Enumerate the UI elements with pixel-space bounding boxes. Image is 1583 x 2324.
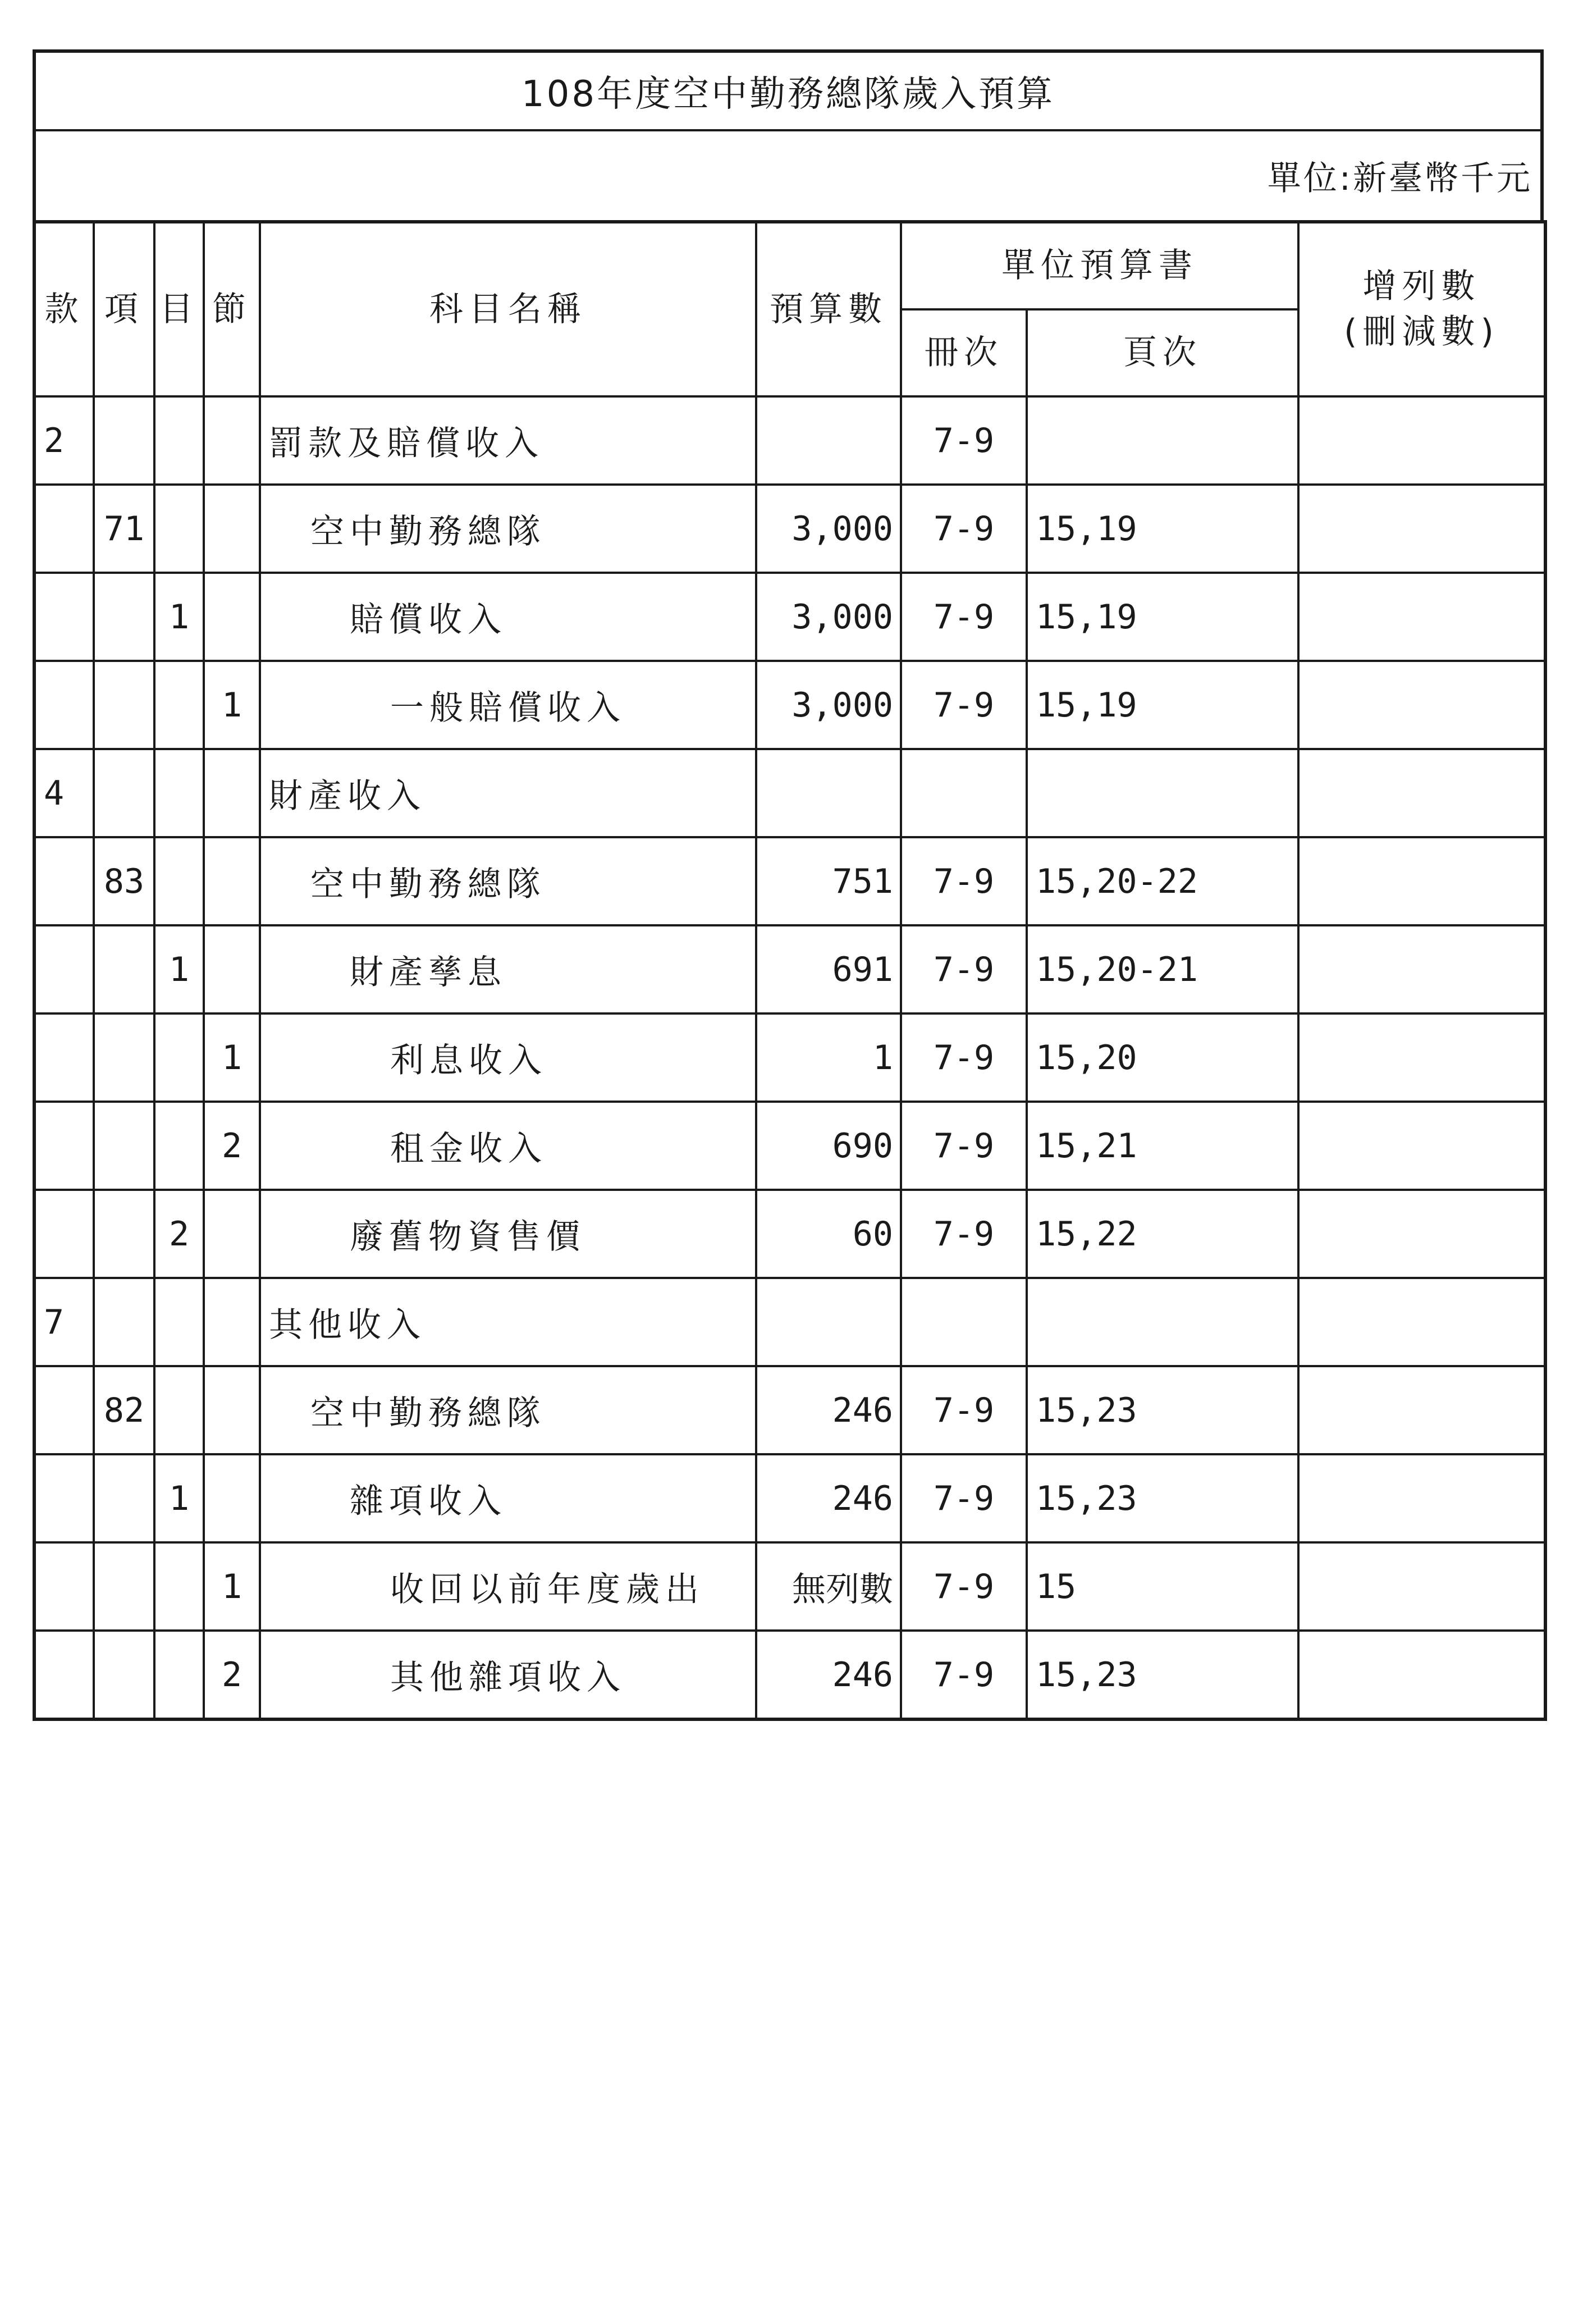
cell-jie: [204, 1278, 260, 1366]
cell-change: [1298, 1278, 1545, 1366]
cell-item-name: 罰款及賠償收入: [260, 396, 756, 485]
cell-budget: 690: [756, 1102, 901, 1190]
cell-page: 15,22: [1027, 1190, 1298, 1278]
table-row: [34, 925, 1545, 1013]
cell-xiang: 83: [94, 837, 154, 925]
cell-xiang: 71: [94, 485, 154, 573]
cell-page: 15,20-22: [1027, 837, 1298, 925]
cell-jie: [204, 837, 260, 925]
header-increase-line1: 增列數: [1362, 267, 1481, 306]
cell-change: [1298, 485, 1545, 573]
cell-jie: [204, 749, 260, 837]
cell-page: 15,23: [1027, 1631, 1298, 1719]
cell-volume: 7-9: [901, 661, 1027, 749]
cell-kuan: [34, 1454, 94, 1542]
table-row: [34, 1013, 1545, 1102]
cell-jie: [204, 1190, 260, 1278]
cell-item-name: 租金收入: [260, 1102, 756, 1190]
cell-item-name: 空中勤務總隊: [260, 485, 756, 573]
cell-kuan: [34, 1631, 94, 1719]
cell-kuan: [34, 661, 94, 749]
cell-budget: [756, 1278, 901, 1366]
cell-mu: 1: [154, 1454, 204, 1542]
header-jie: 節: [204, 222, 260, 396]
cell-budget: 246: [756, 1366, 901, 1454]
cell-jie: 1: [204, 1013, 260, 1102]
cell-kuan: 7: [34, 1278, 94, 1366]
header-volume: 冊次: [901, 309, 1027, 396]
table-row: [34, 1366, 1545, 1454]
cell-budget: 3,000: [756, 661, 901, 749]
cell-xiang: [94, 661, 154, 749]
table-row: [34, 837, 1545, 925]
cell-page: 15,21: [1027, 1102, 1298, 1190]
cell-kuan: [34, 925, 94, 1013]
cell-xiang: [94, 925, 154, 1013]
cell-mu: [154, 837, 204, 925]
cell-change: [1298, 396, 1545, 485]
cell-page: 15,20: [1027, 1013, 1298, 1102]
cell-change: [1298, 1542, 1545, 1631]
header-increase: [1298, 222, 1545, 396]
cell-item-name: 賠償收入: [260, 573, 756, 661]
cell-volume: [901, 749, 1027, 837]
cell-budget: 60: [756, 1190, 901, 1278]
cell-budget: 246: [756, 1454, 901, 1542]
cell-mu: 1: [154, 573, 204, 661]
cell-page: 15,19: [1027, 661, 1298, 749]
table-row: [34, 1102, 1545, 1190]
cell-item-name: 空中勤務總隊: [260, 837, 756, 925]
table-row: [34, 1278, 1545, 1366]
cell-volume: 7-9: [901, 837, 1027, 925]
header-budget: 預算數: [756, 222, 901, 396]
cell-volume: 7-9: [901, 1102, 1027, 1190]
cell-kuan: [34, 1013, 94, 1102]
cell-page: 15,23: [1027, 1366, 1298, 1454]
cell-change: [1298, 1013, 1545, 1102]
cell-item-name: 收回以前年度歲出: [260, 1542, 756, 1631]
cell-change: [1298, 1631, 1545, 1719]
cell-mu: [154, 1102, 204, 1190]
cell-xiang: [94, 749, 154, 837]
page-title: 108年度空中勤務總隊歲入預算: [33, 49, 1544, 131]
cell-volume: 7-9: [901, 1631, 1027, 1719]
cell-budget: 751: [756, 837, 901, 925]
cell-kuan: 2: [34, 396, 94, 485]
cell-volume: 7-9: [901, 1013, 1027, 1102]
cell-jie: [204, 1454, 260, 1542]
cell-jie: [204, 925, 260, 1013]
cell-item-name: 利息收入: [260, 1013, 756, 1102]
cell-change: [1298, 749, 1545, 837]
cell-mu: [154, 1013, 204, 1102]
cell-xiang: [94, 396, 154, 485]
cell-xiang: [94, 1190, 154, 1278]
cell-mu: [154, 1366, 204, 1454]
cell-item-name: 一般賠償收入: [260, 661, 756, 749]
header-increase-line2: (刪減數): [1344, 312, 1499, 351]
cell-kuan: 4: [34, 749, 94, 837]
budget-sheet: [33, 49, 1544, 1721]
cell-kuan: [34, 1542, 94, 1631]
cell-item-name: 空中勤務總隊: [260, 1366, 756, 1454]
cell-jie: [204, 1366, 260, 1454]
table-row: [34, 1454, 1545, 1542]
cell-item-name: 廢舊物資售價: [260, 1190, 756, 1278]
cell-budget: 3,000: [756, 485, 901, 573]
table-row: [34, 573, 1545, 661]
cell-kuan: [34, 1366, 94, 1454]
cell-item-name: 財產孳息: [260, 925, 756, 1013]
cell-kuan: [34, 485, 94, 573]
cell-page: 15,19: [1027, 485, 1298, 573]
cell-change: [1298, 1190, 1545, 1278]
cell-jie: 2: [204, 1102, 260, 1190]
cell-volume: 7-9: [901, 1366, 1027, 1454]
cell-mu: [154, 1631, 204, 1719]
cell-mu: [154, 749, 204, 837]
cell-jie: [204, 485, 260, 573]
cell-volume: 7-9: [901, 1542, 1027, 1631]
cell-mu: [154, 1278, 204, 1366]
cell-xiang: [94, 1631, 154, 1719]
cell-page: [1027, 749, 1298, 837]
cell-kuan: [34, 1190, 94, 1278]
cell-jie: [204, 396, 260, 485]
header-page: 頁次: [1027, 309, 1298, 396]
table-row: [34, 1542, 1545, 1631]
cell-change: [1298, 573, 1545, 661]
cell-item-name: 財產收入: [260, 749, 756, 837]
table-row: [34, 661, 1545, 749]
cell-kuan: [34, 837, 94, 925]
cell-jie: 1: [204, 661, 260, 749]
cell-jie: 2: [204, 1631, 260, 1719]
cell-xiang: [94, 1278, 154, 1366]
cell-budget: [756, 749, 901, 837]
cell-item-name: 其他收入: [260, 1278, 756, 1366]
cell-change: [1298, 1454, 1545, 1542]
cell-mu: [154, 396, 204, 485]
cell-xiang: [94, 1454, 154, 1542]
table-row: [34, 749, 1545, 837]
cell-item-name: 雜項收入: [260, 1454, 756, 1542]
cell-mu: 1: [154, 925, 204, 1013]
cell-xiang: [94, 1102, 154, 1190]
cell-volume: 7-9: [901, 1190, 1027, 1278]
cell-page: 15: [1027, 1542, 1298, 1631]
table-row: [34, 1631, 1545, 1719]
cell-item-name: 其他雜項收入: [260, 1631, 756, 1719]
cell-xiang: [94, 1542, 154, 1631]
cell-budget: 691: [756, 925, 901, 1013]
table-body: [34, 396, 1545, 1719]
cell-budget: 1: [756, 1013, 901, 1102]
header-budget-book: 單位預算書: [901, 222, 1298, 309]
cell-volume: 7-9: [901, 925, 1027, 1013]
cell-volume: 7-9: [901, 485, 1027, 573]
cell-jie: [204, 573, 260, 661]
cell-change: [1298, 925, 1545, 1013]
cell-mu: [154, 1542, 204, 1631]
cell-mu: [154, 485, 204, 573]
cell-page: 15,23: [1027, 1454, 1298, 1542]
unit-label: 單位:新臺幣千元: [33, 131, 1544, 220]
header-kuan: 款: [34, 222, 94, 396]
table-row: [34, 1190, 1545, 1278]
cell-volume: 7-9: [901, 1454, 1027, 1542]
header-row-top: [34, 222, 1545, 309]
cell-xiang: [94, 1013, 154, 1102]
cell-change: [1298, 1366, 1545, 1454]
cell-mu: [154, 661, 204, 749]
header-xiang: 項: [94, 222, 154, 396]
header-mu: 目: [154, 222, 204, 396]
cell-xiang: 82: [94, 1366, 154, 1454]
cell-budget: 3,000: [756, 573, 901, 661]
cell-kuan: [34, 573, 94, 661]
cell-volume: 7-9: [901, 396, 1027, 485]
cell-volume: [901, 1278, 1027, 1366]
cell-jie: 1: [204, 1542, 260, 1631]
cell-kuan: [34, 1102, 94, 1190]
cell-budget: [756, 396, 901, 485]
cell-page: [1027, 1278, 1298, 1366]
cell-change: [1298, 837, 1545, 925]
cell-xiang: [94, 573, 154, 661]
table-row: [34, 396, 1545, 485]
cell-mu: 2: [154, 1190, 204, 1278]
cell-change: [1298, 661, 1545, 749]
cell-page: [1027, 396, 1298, 485]
cell-budget: 246: [756, 1631, 901, 1719]
cell-change: [1298, 1102, 1545, 1190]
budget-table: [33, 220, 1547, 1721]
cell-budget: 無列數: [756, 1542, 901, 1631]
cell-page: 15,20-21: [1027, 925, 1298, 1013]
cell-volume: 7-9: [901, 573, 1027, 661]
header-item-name: 科目名稱: [260, 222, 756, 396]
table-row: [34, 485, 1545, 573]
cell-page: 15,19: [1027, 573, 1298, 661]
